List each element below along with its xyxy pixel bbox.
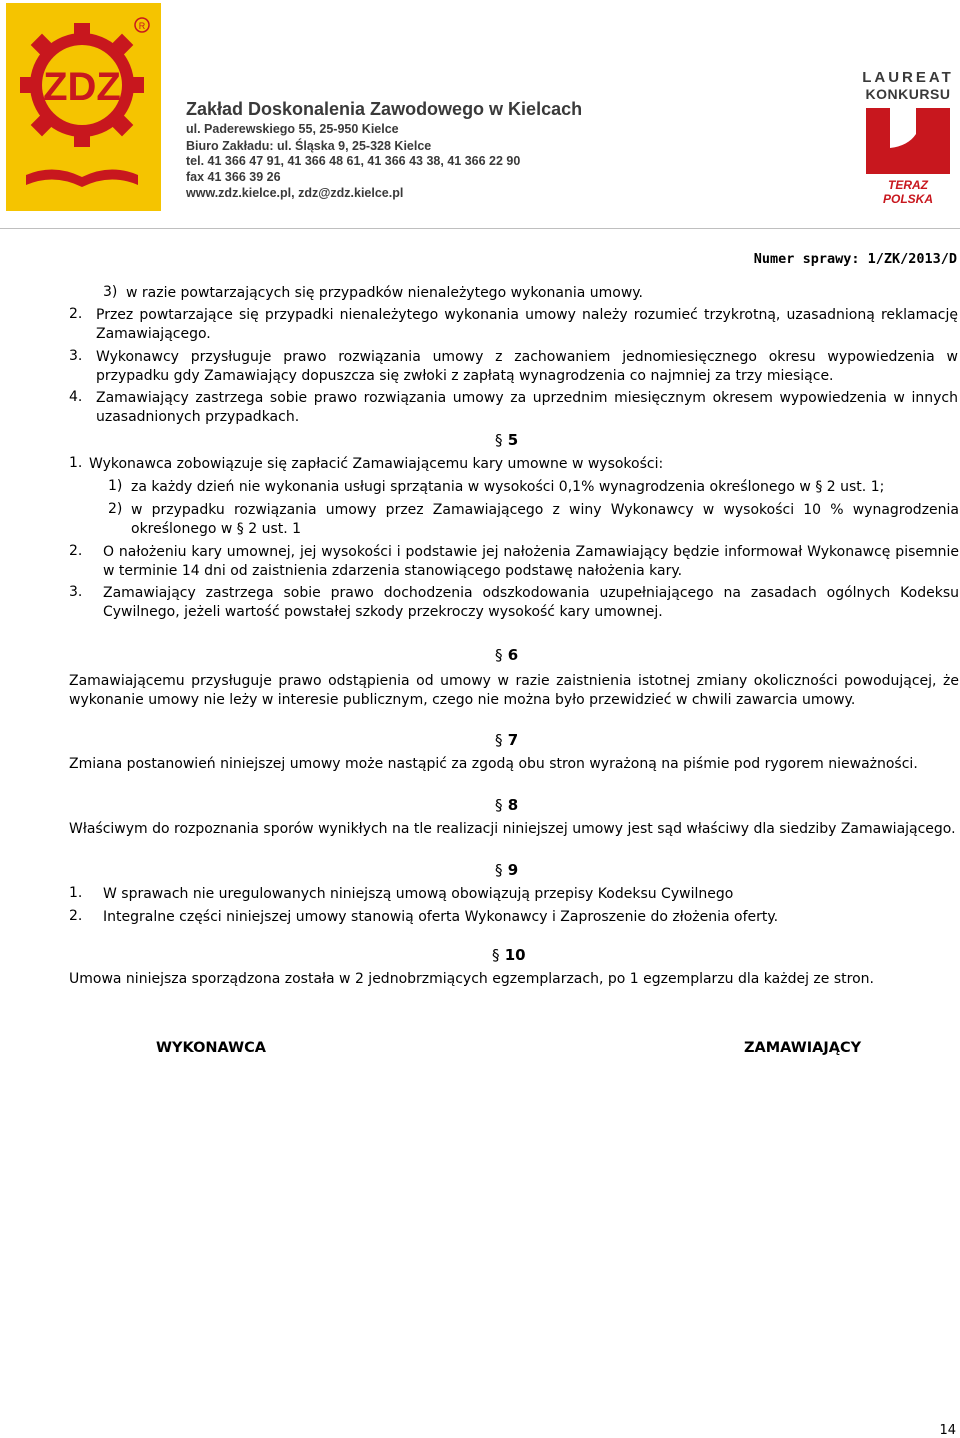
paragraph-text: Umowa niniejsza sporządzona została w 2 jednobrzmiących egzemplarzach, po 1 egzemplarzu dla każdej ze stron.	[69, 971, 874, 987]
org-address: ul. Paderewskiego 55, 25-950 Kielce	[186, 122, 399, 136]
item-reference: 2 ust. 1;	[826, 479, 885, 495]
section-number: 8	[507, 796, 519, 814]
section-mark: §	[495, 431, 503, 449]
paragraph-text: Zamawiający zastrzega sobie prawo dochodzenia odszkodowania uzupełniającego na zasadach ogólnych Kodeksu Cywilnego, jeżeli wartość powstałej szkody przekroczy wysokość kary umownej.	[103, 585, 959, 620]
org-fax: fax 41 366 39 26	[186, 170, 281, 184]
paragraph-text: Wykonawcy przysługuje prawo rozwiązania umowy z zachowaniem jednomiesięcznego okresu wypowiedzenia w przypadku gdy Zamawiający dopuszcza się zwłoki z zapłatą wynagrodzenia co najmniej za trzy miesiące.	[96, 349, 958, 384]
paragraph-number: 1.	[69, 455, 83, 471]
section-mark: §	[495, 646, 503, 664]
section-number: 9	[507, 861, 519, 879]
paragraph-number: 2.	[69, 306, 83, 322]
org-name: Zakład Doskonalenia Zawodowego w Kielcach	[186, 99, 583, 119]
section-number: 7	[507, 731, 519, 749]
paragraph-text: Przez powtarzające się przypadki nienależytego wykonania umowy należy rozumieć trzykrotną, uzasadnioną reklamację Zamawiającego.	[96, 307, 958, 342]
page-number: 14	[939, 1423, 956, 1438]
item-text-main: w przypadku rozwiązania umowy przez Zamawiającego z winy Wykonawcy w wysokości 10 % wynagrodzenia określonego w	[131, 502, 959, 537]
org-phone: tel. 41 366 47 91, 41 366 48 61, 41 366 43 38, 41 366 22 90	[186, 154, 521, 168]
org-office: Biuro Zakładu: ul. Śląska 9, 25-328 Kielce	[186, 139, 432, 153]
paragraph-text: O nałożeniu kary umownej, jej wysokości i podstawie jej nałożenia Zamawiający będzie informował Wykonawcę pisemnie w terminie 14 dni od zaistnienia zdarzenia stanowiącego podstawę nałożenia kary.	[103, 544, 959, 579]
section-mark: §	[815, 479, 823, 495]
svg-text:ZDZ: ZDZ	[43, 65, 121, 109]
section-mark: §	[495, 796, 503, 814]
award-line-3: TERAZ POLSKA	[882, 178, 933, 206]
section-heading-7	[495, 731, 555, 749]
item-text: w razie powtarzających się przypadków nienależytego wykonania umowy.	[126, 285, 644, 301]
paragraph-number: 4.	[69, 389, 83, 405]
signature-client: ZAMAWIAJĄCY	[744, 1040, 862, 1056]
paragraph-text: Wykonawca zobowiązuje się zapłacić Zamawiającemu kary umowne w wysokości:	[89, 456, 664, 472]
section-number: 6	[507, 646, 519, 664]
paragraph-number: 2.	[69, 908, 83, 924]
paragraph-text: Zamawiającemu przysługuje prawo odstąpienia od umowy w razie zaistnienia istotnej zmiany okoliczności powodującej, że wykonanie umowy nie leży w interesie publicznym, czego nie można było przewidzieć w chwili zawarcia umowy.	[69, 673, 959, 708]
award-line-1: LAUREAT	[862, 69, 954, 86]
item-text-main: za każdy dzień nie wykonania usługi sprzątania w wysokości 0,1% wynagrodzenia określonego w	[131, 479, 811, 495]
section-heading-9	[495, 861, 555, 879]
paragraph-text: Integralne części niniejszej umowy stanowią oferta Wykonawcy i Zaproszenie do złożenia oferty.	[103, 909, 779, 925]
item-text	[131, 478, 960, 497]
signature-contractor: WYKONAWCA	[156, 1040, 266, 1056]
svg-text:R: R	[138, 21, 146, 31]
section-heading-5	[495, 431, 555, 449]
paragraph-text: Zmiana postanowień niniejszej umowy może nastąpić za zgodą obu stron wyrażoną na piśmie pod rygorem nieważności.	[69, 756, 918, 772]
section-heading-10	[492, 946, 552, 964]
award-line-2: KONKURSU	[865, 86, 951, 102]
section-mark: §	[236, 520, 244, 537]
section-number: 10	[504, 946, 526, 964]
item-text	[131, 501, 959, 538]
paragraph-number: 3.	[69, 348, 83, 364]
paragraph-text: W sprawach nie uregulowanych niniejszą umową obowiązują przepisy Kodeksu Cywilnego	[103, 886, 734, 902]
paragraph-number: 1.	[69, 885, 83, 901]
teraz-polska-award	[862, 69, 954, 214]
zdz-logo	[6, 3, 161, 211]
section-number: 5	[507, 431, 519, 449]
paragraph-number: 2.	[69, 543, 83, 559]
item-number: 3)	[103, 284, 118, 300]
case-number: Numer sprawy: 1/ZK/2013/D	[753, 251, 957, 267]
section-heading-6	[495, 646, 555, 664]
org-web: www.zdz.kielce.pl, zdz@zdz.kielce.pl	[186, 186, 404, 200]
paragraph-number: 3.	[69, 584, 83, 600]
section-mark: §	[492, 946, 500, 964]
header-divider	[0, 228, 960, 229]
paragraph-text: Właściwym do rozpoznania sporów wynikłych na tle realizacji niniejszej umowy jest sąd właściwy dla siedziby Zamawiającego.	[69, 821, 956, 837]
paragraph-text: Zamawiający zastrzega sobie prawo rozwiązania umowy za uprzednim miesięcznym okresem wypowiedzenia w innych uzasadnionych przypadkach.	[96, 390, 958, 425]
item-reference: 2 ust. 1	[248, 520, 302, 537]
section-mark: §	[495, 731, 503, 749]
award-flag-icon	[862, 106, 954, 176]
section-heading-8	[495, 796, 555, 814]
zdz-gear-logo-icon	[6, 3, 161, 211]
item-number: 2)	[108, 501, 123, 517]
item-number: 1)	[108, 478, 123, 494]
section-mark: §	[495, 861, 503, 879]
